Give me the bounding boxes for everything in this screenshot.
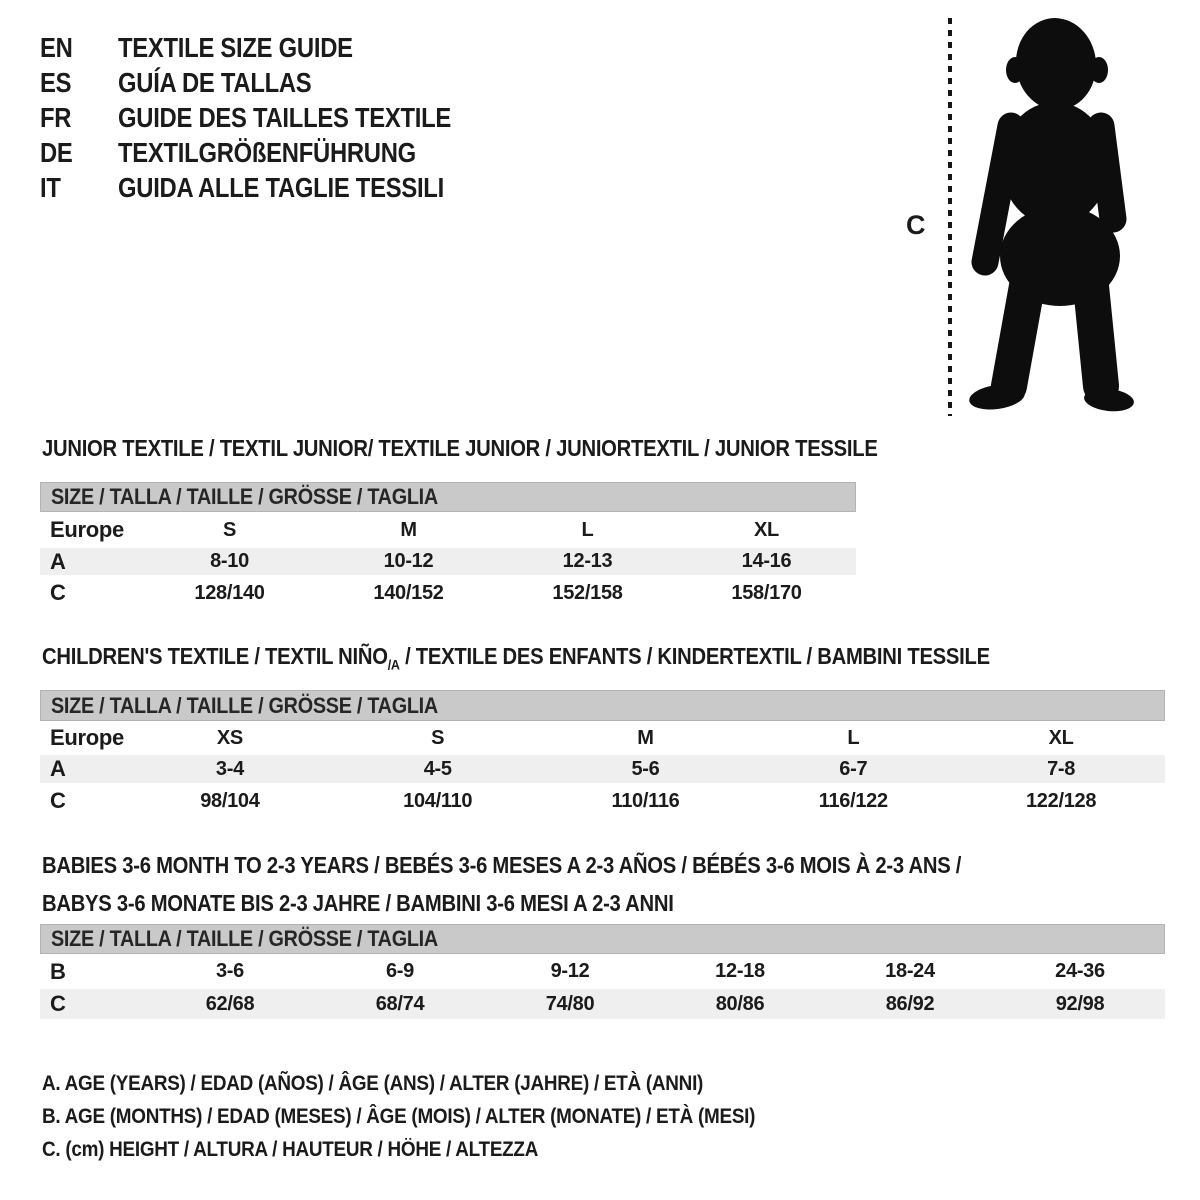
junior-size-header-bar: SIZE / TALLA / TAILLE / GRÖSSE / TAGLIA	[40, 482, 856, 512]
language-title: GUIDE DES TAILLES TEXTILE	[118, 101, 452, 133]
language-title: GUIDA ALLE TAGLIE TESSILI	[118, 171, 444, 203]
height-cell: 98/104	[200, 789, 260, 812]
children-row-height	[40, 786, 1165, 816]
age-cell: 4-5	[423, 757, 452, 780]
height-dotted-line	[948, 18, 952, 416]
row-label: B	[50, 958, 66, 984]
height-cell: 62/68	[205, 992, 255, 1015]
size-cell: S	[222, 518, 237, 541]
age-cell: 5-6	[631, 757, 660, 780]
height-cell: 92/98	[1055, 992, 1105, 1015]
age-cell: 14-16	[741, 550, 792, 572]
size-cell: XL	[1048, 726, 1074, 749]
junior-row-europe	[40, 515, 856, 545]
junior-row-age	[40, 548, 856, 575]
children-row-age	[40, 755, 1165, 783]
children-row-europe	[40, 724, 1165, 752]
months-cell: 6-9	[385, 960, 414, 982]
language-code: FR	[40, 101, 72, 133]
months-cell: 12-18	[715, 960, 765, 982]
language-title: TEXTILGRÖßENFÜHRUNG	[118, 136, 416, 168]
age-cell: 6-7	[839, 757, 868, 780]
language-title: TEXTILE SIZE GUIDE	[118, 31, 353, 63]
language-row-de	[40, 135, 510, 170]
babies-row-months	[40, 957, 1165, 986]
junior-row-height	[40, 578, 856, 608]
junior-table-title: JUNIOR TEXTILE / TEXTIL JUNIOR/ TEXTILE JUNIOR / JUNIORTEXTIL / JUNIOR TESSILE	[42, 435, 878, 461]
months-cell: 24-36	[1055, 960, 1105, 982]
row-label: C	[50, 788, 66, 813]
size-cell: XS	[216, 726, 243, 749]
age-cell: 7-8	[1047, 757, 1076, 780]
size-cell: L	[581, 518, 594, 541]
language-code: EN	[40, 31, 73, 63]
language-code: ES	[40, 66, 72, 98]
age-cell: 3-4	[215, 757, 244, 780]
row-label: Europe	[50, 725, 124, 750]
language-row-es	[40, 65, 510, 100]
height-cell: 158/170	[731, 581, 802, 604]
language-list	[40, 30, 510, 205]
height-cell: 140/152	[373, 581, 444, 604]
age-cell: 10-12	[383, 550, 434, 572]
height-cell: 122/128	[1025, 789, 1097, 812]
months-cell: 3-6	[215, 960, 244, 982]
row-label: C	[50, 580, 66, 605]
legend-age-years: A. AGE (YEARS) / EDAD (AÑOS) / ÂGE (ANS) / ALTER (JAHRE) / ETÀ (ANNI)	[42, 1072, 704, 1095]
measure-legend	[42, 1072, 834, 1171]
baby-silhouette-image	[963, 14, 1143, 414]
size-cell: L	[847, 726, 860, 749]
age-cell: 8-10	[210, 550, 249, 572]
language-code: DE	[40, 136, 73, 168]
height-cell: 86/92	[885, 992, 935, 1015]
children-size-header-bar: SIZE / TALLA / TAILLE / GRÖSSE / TAGLIA	[40, 690, 1165, 721]
size-cell: M	[637, 726, 654, 749]
language-code: IT	[40, 171, 61, 203]
size-cell: XL	[754, 518, 779, 541]
height-cell: 152/158	[552, 581, 623, 604]
row-label: A	[50, 756, 66, 781]
legend-age-months: B. AGE (MONTHS) / EDAD (MESES) / ÂGE (MOIS) / ALTER (MONATE) / ETÀ (MESI)	[42, 1105, 756, 1128]
height-cell: 110/116	[611, 789, 680, 812]
size-cell: S	[431, 726, 445, 749]
language-row-fr	[40, 100, 510, 135]
months-cell: 9-12	[550, 960, 590, 982]
height-cell: 104/110	[403, 789, 473, 812]
height-cell: 128/140	[194, 581, 265, 604]
height-cell: 80/86	[715, 992, 765, 1015]
language-row-en	[40, 30, 510, 65]
row-label: C	[50, 991, 66, 1016]
size-cell: M	[400, 518, 417, 541]
babies-size-header-bar: SIZE / TALLA / TAILLE / GRÖSSE / TAGLIA	[40, 924, 1165, 954]
months-cell: 18-24	[885, 960, 935, 982]
age-cell: 12-13	[562, 550, 613, 572]
height-cell: 74/80	[545, 992, 595, 1015]
row-label: A	[50, 548, 66, 574]
children-table-title: CHILDREN'S TEXTILE / TEXTIL $NIÑO_{/A}$ / TEXTILE DES ENFANTS / KINDERTEXTIL / BAMBINI TESSILE	[42, 643, 990, 674]
height-cell: 116/122	[818, 789, 888, 812]
language-row-it	[40, 170, 510, 205]
language-title: GUÍA DE TALLAS	[118, 66, 312, 98]
height-cell: 68/74	[375, 992, 425, 1015]
height-measure-label: C	[906, 210, 926, 240]
legend-height-cm: C. (cm) HEIGHT / ALTURA / HAUTEUR / HÖHE / ALTEZZA	[42, 1138, 539, 1161]
babies-row-height	[40, 989, 1165, 1019]
row-label: Europe	[50, 517, 124, 542]
babies-table-title: BABIES 3-6 MONTH TO 2-3 YEARS / BEBÉS 3-6 MESES A 2-3 AÑOS / BÉBÉS 3-6 MOIS À 2-3 ANS / BABYS 3-6 MONATE BIS 2-3 JAHRE / BAMBINI 3-6 MESI A 2-3 ANNI	[42, 852, 962, 916]
